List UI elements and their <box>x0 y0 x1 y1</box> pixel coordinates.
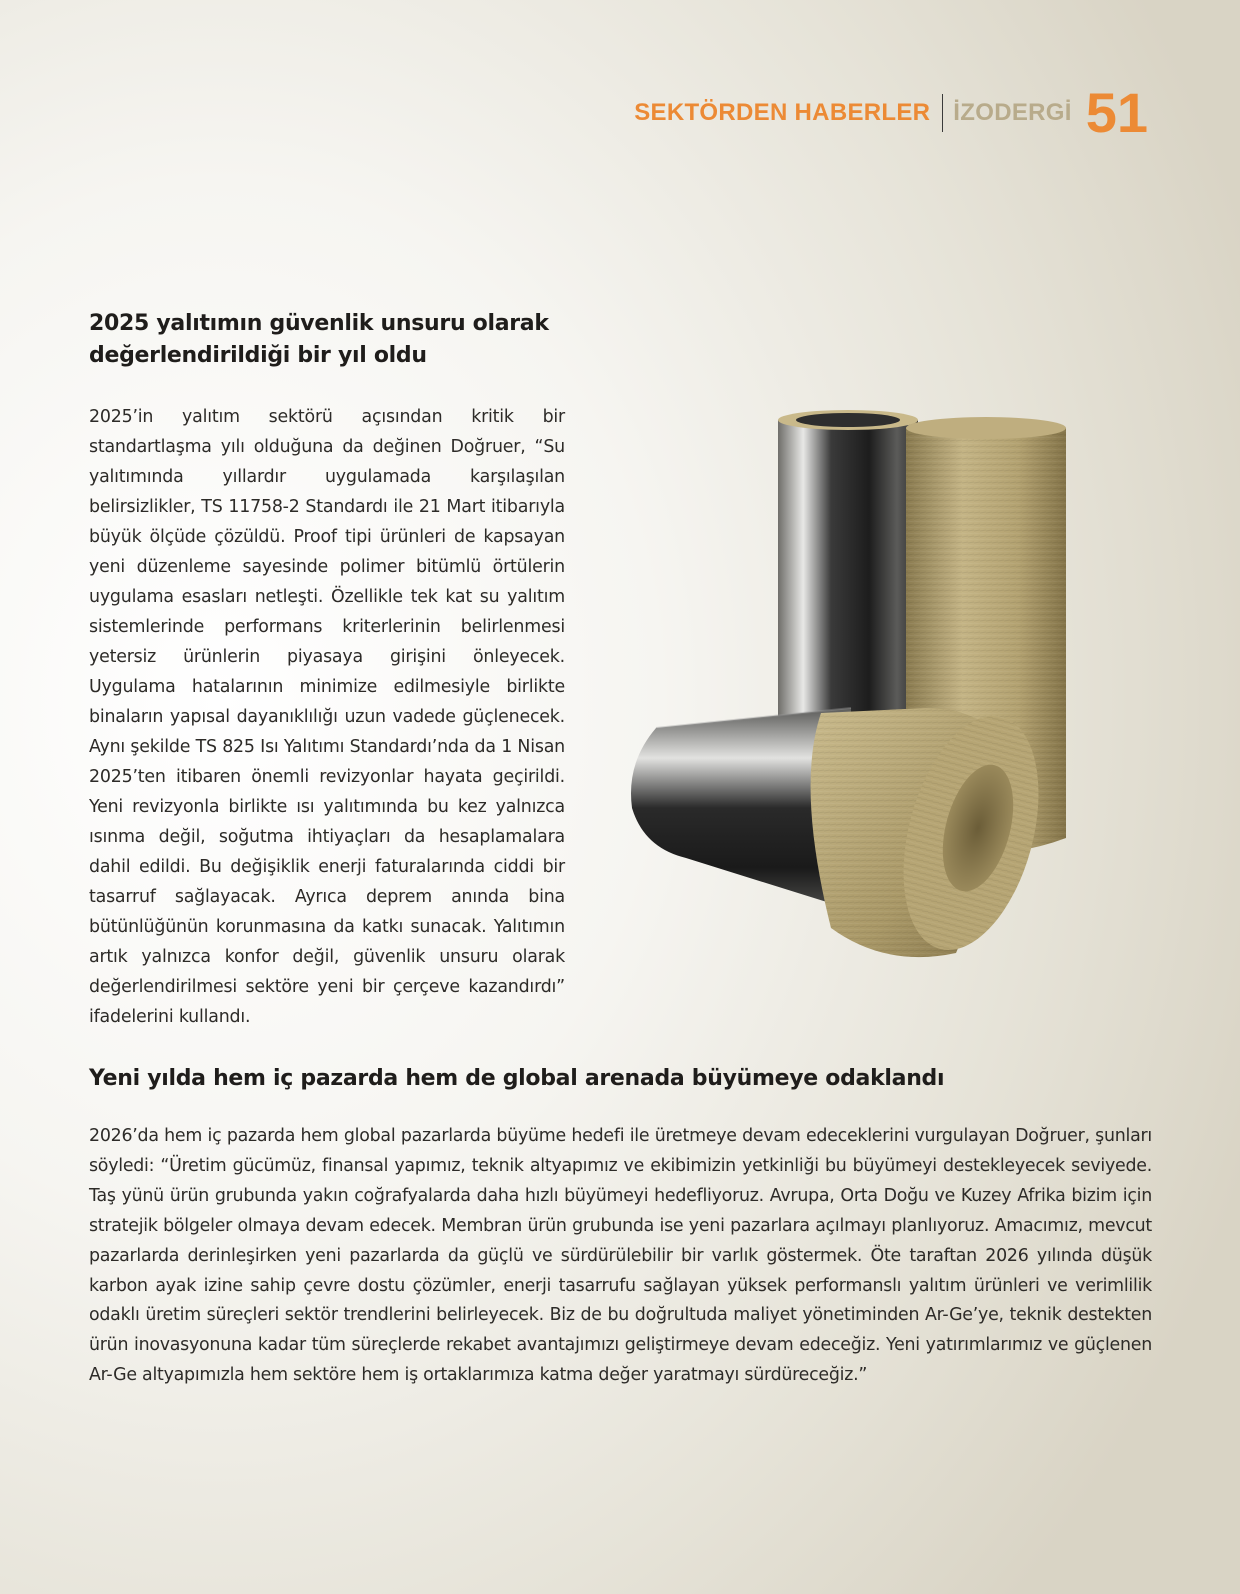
paragraph-growth: 2026’da hem iç pazarda hem global pazarlarda büyüme hedefi ile üretmeye devam edeceklerini vurgulayan Doğruer, şunları söyledi: “Üretim gücümüz, finansal yapımız, teknik altyapımız ve ekibimizin yetkinliği bu büyümeyi destekleyecek seviyede. Taş yünü ürün grubunda yakın coğrafyalarda daha hızlı büyümeyi hedefliyoruz. Avrupa, Orta Doğu ve Kuzey Afrika bizim için stratejik bölgeler olmaya devam edecek. Membran ürün grubunda ise yeni pazarlara açılmayı planlıyoruz. Amacımız, mevcut pazarlarda derinleşirken yeni pazarlarda da güçlü ve sürdürülebilir bir varlık göstermek. Öte taraftan 2026 yılında düşük karbon ayak izine sahip çevre dostu çözümler, enerji tasarrufu sağlayan yüksek performanslı yalıtım ürünleri ve verimlilik odaklı üretim süreçleri sektör trendlerini belirleyecek. Biz de bu doğrultuda maliyet yönetiminden Ar-Ge’ye, teknik destekten ürün inovasyonuna kadar tüm süreçlerde rekabet avantajımızı geliştirmeye devam edeceğiz. Yeni yatırımlarımız ve güçlenen Ar-Ge altyapımızla hem sektöre hem iş ortaklarımıza katma değer yaratmayı sürdüreceğiz.” <box>89 1126 1152 1386</box>
section-title: SEKTÖRDEN HABERLER <box>634 99 931 126</box>
page-number: 51 <box>1085 81 1148 144</box>
heading-standardization: 2025 yalıtımın güvenlik unsuru olarak değerlendirildiği bir yıl oldu <box>89 311 549 368</box>
paragraph-standardization: 2025’in yalıtım sektörü açısından kritik bir standartlaşma yılı olduğuna da değinen Doğruer, “Su yalıtımında yıllardır uygulamada karşılaşılan belirsizlikler, TS 11758-2 Standardı ile 21 Mart itibarıyla büyük ölçüde çözüldü. Proof tipi ürünleri de kapsayan yeni düzenleme sayesinde polimer bitümlü örtülerin uygulama esasları netleşti. Özellikle tek kat su yalıtım sistemlerinde performans kriterlerinin belirlenmesi yetersiz ürünlerin piyasaya girişini önleyecek. Uygulama hatalarının minimize edilmesiyle birlikte binaların yapısal dayanıklılığı uzun vadede güçlenecek. Aynı şekilde TS 825 Isı Yalıtımı Standardı’nda da 1 Nisan 2025’ten itibaren önemli revizyonlar hayata geçirildi. Yeni revizyonla birlikte ısı yalıtımında bu kez yalnızca ısınma değil, soğutma ihtiyaçları da hesaplamalara dahil edildi. Bu değişiklik enerji faturalarında ciddi bir tasarruf sağlayacak. Ayrıca deprem anında bina bütünlüğünün korunmasına da katkı sunacak. Yalıtımın artık yalnızca konfor değil, güvenlik unsuru olarak değerlendirilmesi sektöre yeni bir çerçeve kazandırdı” ifadelerini kullandı. <box>89 407 565 1027</box>
page-header <box>634 82 1148 144</box>
insulation-pipes-image <box>626 408 1096 978</box>
header-divider <box>942 94 943 132</box>
heading-growth: Yeni yılda hem iç pazarda hem de global arenada büyümeye odaklandı <box>89 1066 945 1091</box>
magazine-name: İZODERGİ <box>953 99 1072 126</box>
